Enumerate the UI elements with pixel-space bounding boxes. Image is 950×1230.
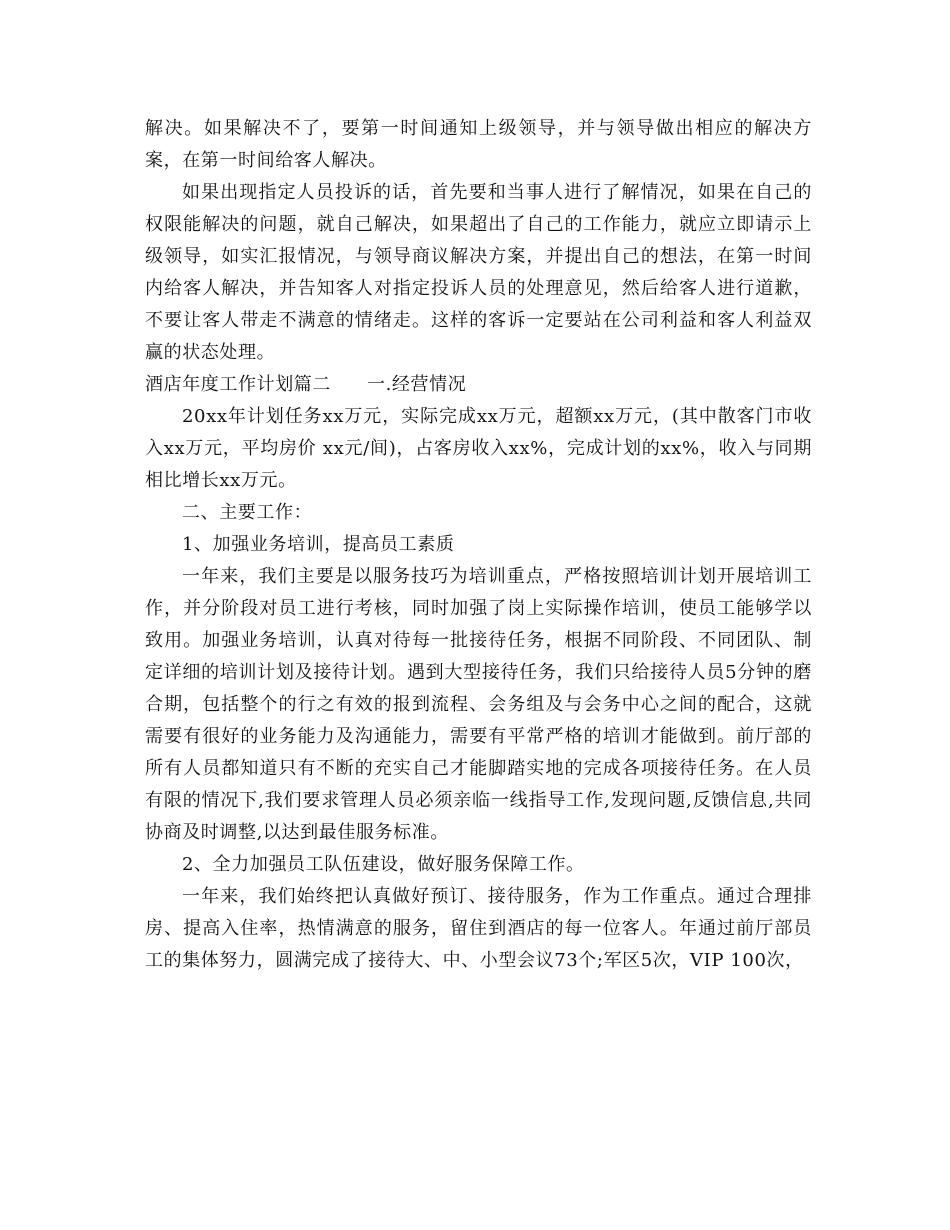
paragraph-4: 二、主要工作： bbox=[182, 502, 313, 523]
paragraph-2: 如果出现指定人员投诉的话，首先要和当事人进行了解情况，如果在自己的权限能解决的问题，就自己解决，如果超出了自己的工作能力，就应立即请示上级领导，如实汇报情况，与领导商议解决方案，并提出自己的想法，在第一时间内给客人解决，并告知客人对指定投诉人员的处理意见，然后给客人进行道歉，不要让客人带走不满意的情绪走。这样的客诉一定要站在公司利益和客人利益双赢的状态处理。 bbox=[145, 182, 812, 363]
paragraph-1: 解决。如果解决不了，要第一时间通知上级领导，并与领导做出相应的解决方案，在第一时间给客人解决。 bbox=[145, 118, 812, 171]
paragraph-8: 一年来，我们始终把认真做好预订、接待服务，作为工作重点。通过合理排房、提高入住率，热情满意的服务，留住到酒店的每一位客人。年通过前厅部员工的集体努力，圆满完成了接待大、中、小型会议73个;军区5次，VIP 100次， bbox=[145, 886, 812, 971]
section-subtitle: 一.经营情况 bbox=[367, 374, 467, 395]
paragraph-5: 1、加强业务培训，提高员工素质 bbox=[182, 534, 455, 555]
paragraph-6: 一年来，我们主要是以服务技巧为培训重点，严格按照培训计划开展培训工作，并分阶段对员工进行考核，同时加强了岗上实际操作培训，使员工能够学以致用。加强业务培训，认真对待每一批接待任务，根据不同阶段、不同团队、制定详细的培训计划及接待计划。遇到大型接待任务，我们只给接待人员5分钟的磨合期，包括整个的行之有效的报到流程、会务组及与会务中心之间的配合，这就需要有很好的业务能力及沟通能力，需要有平常严格的培训才能做到。前厅部的所有人员都知道只有不断的充实自己才能脚踏实地的完成各项接待任务。在人员有限的情况下,我们要求管理人员必须亲临一线指导工作,发现问题,反馈信息,共同协商及时调整,以达到最佳服务标准。 bbox=[145, 566, 812, 843]
paragraph-3: 20xx年计划任务xx万元，实际完成xx万元，超额xx万元，(其中散客门市收入xx万元，平均房价 xx元/间)，占客房收入xx%，完成计划的xx%，收入与同期相比增长xx万元。 bbox=[145, 406, 812, 491]
section-heading-line bbox=[145, 369, 812, 401]
section-title: 酒店年度工作计划篇二 bbox=[145, 374, 331, 395]
paragraph-7: 2、全力加强员工队伍建设，做好服务保障工作。 bbox=[182, 854, 585, 875]
